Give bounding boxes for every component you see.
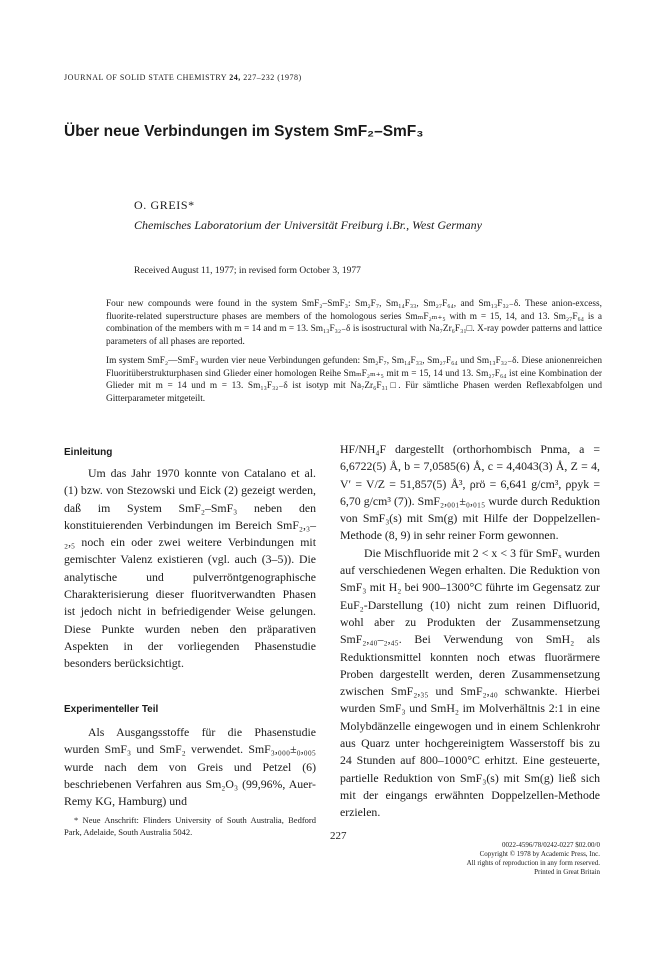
- copyright-line-4: Printed in Great Britain: [534, 868, 600, 876]
- footnote: * Neue Anschrift: Flinders University of South Australia, Bedford Park, Adelaide, South Australia 5042.: [64, 815, 316, 837]
- journal-name: JOURNAL OF SOLID STATE CHEMISTRY: [64, 73, 227, 82]
- journal-pages: 227–232 (1978): [243, 73, 302, 82]
- abstract-english: Four new compounds were found in the system SmF₂–SmF₃: Sm₂F₇, Sm₁₄F₃₃, Sm₂₇F₆₄, and Sm₁₃F₃₂₋δ. These anion-excess, fluorite-related superstructure phases are members of the homologous series SmₘF₂ₘ₊₅ with m = 15, 14, and 13. Sm₂₇F₆₄ is a combination of the members with m = 14 and m = 13. Sm₁₃F₃₂₋δ is isostructural with Na₇Zr₆F₃₁□. X-ray powder patterns and lattice parameters of all phases are reported.: [106, 299, 602, 347]
- copyright-line-3: All rights of reproduction in any form reserved.: [466, 859, 600, 867]
- section-heading-experimental: Experimenteller Teil: [64, 704, 159, 715]
- right-paragraph-1: HF/NH₄F dargestellt (orthorhombisch Pnma, a = 6,6722(5) Å, b = 7,0585(6) Å, c = 4,4043(3) Å, Z = 4, V′ = V/Z = 51,857(5) Å³, ρrö = 6,641 g/cm³, ρpyk = 6,70 g/cm³ (7)). SmF₂,₀₀₁±₀,₀₁₅ wurde durch Reduktion von SmF₃(s) mit Sm(g) mit Hilfe der Doppelzellen-Methode (8, 9) in sehr reiner Form gewonnen.: [340, 442, 600, 543]
- experimental-paragraph: Als Ausgangsstoffe für die Phasenstudie wurden SmF₃ und SmF₂ verwendet. SmF₃,₀₀₀±₀,₀₀₅ wurde nach dem von Greis und Petzel (6) beschriebenen Verfahren aus Sm₂O₃ (99,96%, Auer-Remy KG, Hamburg) und: [64, 725, 316, 809]
- received-date: Received August 11, 1977; in revised form October 3, 1977: [134, 266, 361, 276]
- journal-volume: 24,: [229, 73, 241, 82]
- right-column: [340, 441, 600, 822]
- copyright-line-1: 0022-4596/78/0242-0227 $02.00/0: [502, 841, 600, 849]
- section-heading-intro: Einleitung: [64, 447, 113, 458]
- journal-header: [64, 73, 302, 82]
- right-paragraph-2: Die Mischfluoride mit 2 < x < 3 für SmFₓ wurden auf verschiedenen Wegen erhalten. Die Reduktion von SmF₃ mit H₂ bei 900–1300°C führte im Gegensatz zur EuF₂-Darstellung (10) nicht zum reinen Difluorid, wohl aber zu Produkten der Zusammensetzung SmF₂,₄₀–₂,₄₅. Bei Verwendung von SmH₂ als Reduktionsmittel konnten noch etwas fluorärmere Proben dargestellt werden, deren Zusammensetzung zwischen SmF₂,₃₅ und SmF₂,₄₀ schwankte. Hierbei wurden SmF₃ und SmH₂ im Molverhältnis 2:1 in eine Molybdänzelle eingewogen und in einem Schlenkrohr aus Quarz unter hochgereinigtem Wasserstoff bis zu 24 Stunden auf 800–1000°C erhitzt. Eine gesteuerte, partielle Reduktion von SmF₃(s) mit Sm(g) ließ sich mit der eingangs erwähnten Doppelzellen-Methode erzielen.: [340, 545, 600, 820]
- affiliation: Chemisches Laboratorium der Universität Freiburg i.Br., West Germany: [134, 218, 482, 232]
- author: O. GREIS*: [134, 198, 195, 212]
- intro-paragraph: Um das Jahr 1970 konnte von Catalano et al. (1) bzw. von Stezowski und Eick (2) gezeigt werden, daß im System SmF₂–SmF₃ neben den konstituierenden Verbindungen im Bereich SmF₂,₃–₂,₅ noch ein oder zwei weitere Verbindungen mit gemischter Valenz existieren (vgl. auch (3–5)). Die analytische und pulverröntgenographische Charakterisierung dieser fluoritverwandten Phasen ist jedoch nicht in befriedigender Weise gelungen. Diese Punkte wurden neben den präparativen Aspekten in der vorliegenden Phasenstudie besonders berücksichtigt.: [64, 466, 316, 671]
- abstract-german: Im system SmF₂—SmF₃ wurden vier neue Verbindungen gefunden: Sm₂F₇, Sm₁₄F₃₃, Sm₂₇F₆₄ und Sm₁₃F₃₂₋δ. Diese anionenreichen Fluoritüberstrukturphasen sind Glieder einer homologen Reihe SmₘF₂ₘ₊₅ mit m = 15, 14 und 13. Sm₂₇F₆₄ ist eine Kombination der Glieder mit m = 14 und m = 13. Sm₁₃F₃₂₋δ ist isotyp mit Na₇Zr₆F₃₁□. Für sämtliche Phasen werden Reflexabfolgen und Gitterparameter mitgeteilt.: [106, 356, 602, 404]
- copyright-block: [467, 841, 600, 877]
- article-title: Über neue Verbindungen im System SmF₂–SmF₃: [64, 123, 424, 140]
- page-number: 227: [330, 830, 347, 842]
- copyright-line-2: Copyright © 1978 by Academic Press, Inc.: [479, 850, 600, 858]
